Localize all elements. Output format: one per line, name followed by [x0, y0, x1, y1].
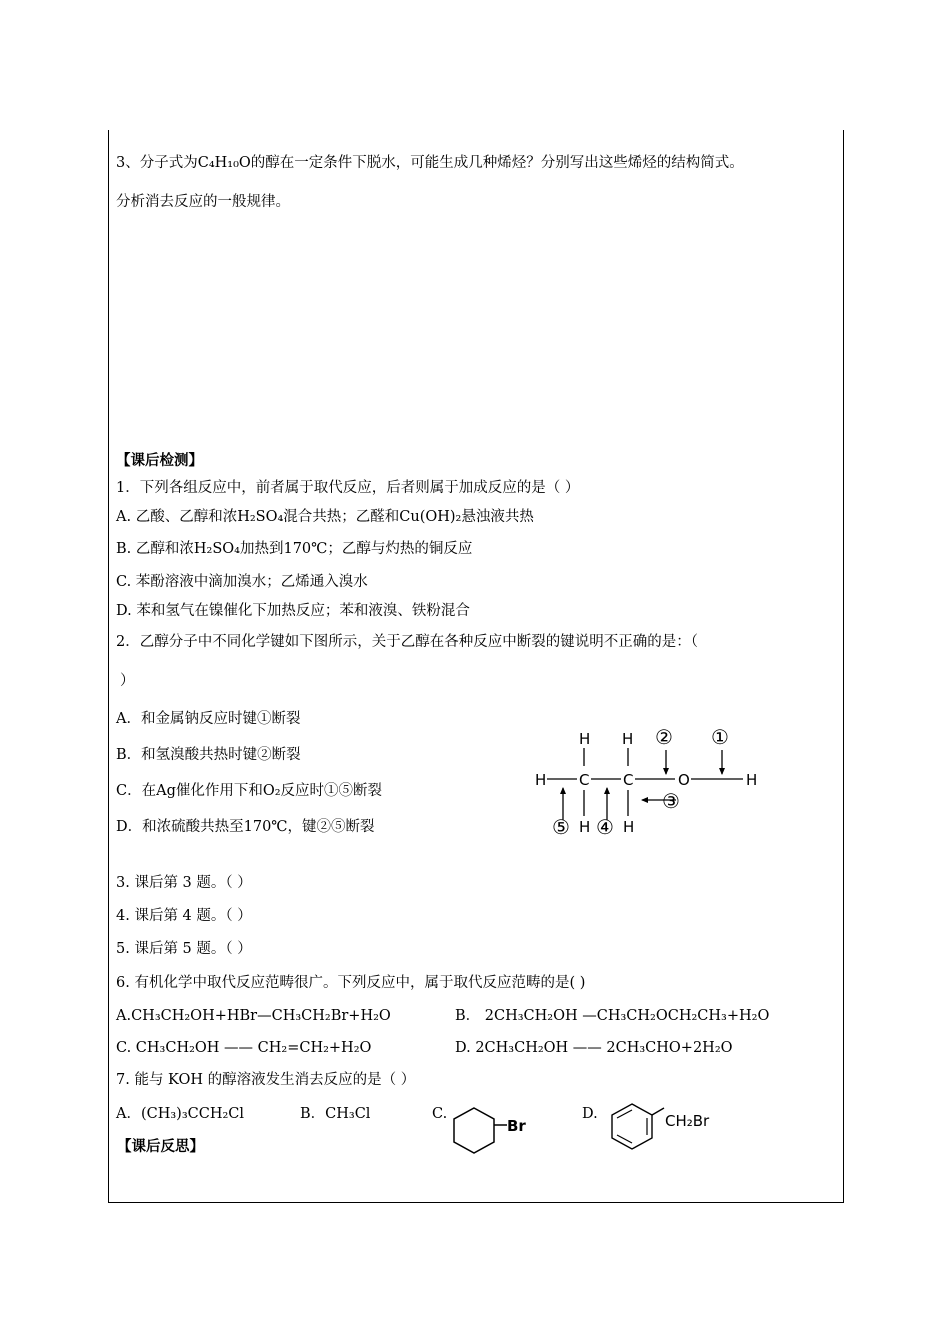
q5-post: 5. 课后第 5 题。（ ） [116, 941, 252, 957]
atom-h-bottom-2: H [623, 818, 635, 836]
q2-stem: 2．乙醇分子中不同化学键如下图所示，关于乙醇在各种反应中断裂的键说明不正确的是：（ [116, 634, 698, 650]
atom-h-top-1: H [579, 730, 591, 748]
q1-option-a: A. 乙酸、乙醇和浓H₂SO₄混合共热；乙醛和Cu(OH)₂悬浊液共热 [116, 509, 534, 525]
atom-c-1: C [579, 771, 590, 789]
atom-h-left: H [535, 771, 547, 789]
label-5: ⑤ [552, 815, 570, 839]
q3-line2: 分析消去反应的一般规律。 [116, 194, 290, 210]
atom-h-right: H [746, 771, 758, 789]
label-4: ④ [596, 815, 614, 839]
atom-c-2: C [623, 771, 634, 789]
q2-stem-end: ） [120, 673, 135, 689]
atom-o: O [678, 771, 690, 789]
ethanol-bond-diagram [530, 722, 770, 842]
q2-option-a: A．和金属钠反应时键①断裂 [116, 711, 301, 727]
reflection-heading: 【课后反思】 [117, 1139, 204, 1155]
bond-lines [547, 748, 743, 820]
label-3: ③ [662, 789, 680, 813]
q6-stem: 6. 有机化学中取代反应范畴很广。下列反应中，属于取代反应范畴的是( ) [116, 975, 586, 991]
q1-option-d: D. 苯和氢气在镍催化下加热反应；苯和液溴、铁粉混合 [116, 603, 470, 619]
q6-option-a: A.CH₃CH₂OH+HBr—CH₃CH₂Br+H₂O [116, 1008, 391, 1024]
q1-option-c: C. 苯酚溶液中滴加溴水；乙烯通入溴水 [116, 574, 368, 590]
benzyl-bromide-structure [608, 1100, 718, 1160]
q2-option-d: D．和浓硫酸共热至170℃，键②⑤断裂 [116, 819, 375, 835]
q7-stem: 7. 能与 KOH 的醇溶液发生消去反应的是（ ） [116, 1072, 416, 1088]
bromine-label: Br [507, 1117, 526, 1135]
q2-option-c: C．在Ag催化作用下和O₂反应时①⑤断裂 [116, 783, 383, 799]
post-test-heading: 【课后检测】 [116, 453, 203, 469]
q6-option-c: C. CH₃CH₂OH —— CH₂=CH₂+H₂O [116, 1040, 372, 1056]
q7-option-c: C. [432, 1106, 448, 1122]
label-1: ① [711, 725, 729, 749]
q7-option-b: B．CH₃Cl [300, 1106, 371, 1122]
q6-option-b: B． 2CH₃CH₂OH —CH₃CH₂OCH₂CH₃+H₂O [455, 1008, 770, 1024]
q7-option-a: A．(CH₃)₃CCH₂Cl [116, 1106, 245, 1122]
q7-option-d: D. [582, 1106, 598, 1122]
q1-stem: 1．下列各组反应中，前者属于取代反应，后者则属于加成反应的是（ ） [116, 480, 580, 496]
q1-option-b: B. 乙醇和浓H₂SO₄加热到170℃；乙醇与灼热的铜反应 [116, 541, 473, 557]
ch2br-label: CH₂Br [665, 1112, 710, 1130]
label-2: ② [655, 725, 673, 749]
q4-post: 4. 课后第 4 题。（ ） [116, 908, 252, 924]
q3-post: 3. 课后第 3 题。（ ） [116, 875, 252, 891]
atom-h-top-2: H [622, 730, 634, 748]
q3-line1: 3、分子式为C₄H₁₀O的醇在一定条件下脱水，可能生成几种烯烃？分别写出这些烯烃的结构简式。 [116, 155, 744, 171]
q2-option-b: B．和氢溴酸共热时键②断裂 [116, 747, 301, 763]
q6-option-d: D. 2CH₃CH₂OH —— 2CH₃CHO+2H₂O [455, 1040, 733, 1056]
cyclohexyl-bromide-structure [452, 1105, 532, 1165]
atom-h-bottom-1: H [579, 818, 591, 836]
